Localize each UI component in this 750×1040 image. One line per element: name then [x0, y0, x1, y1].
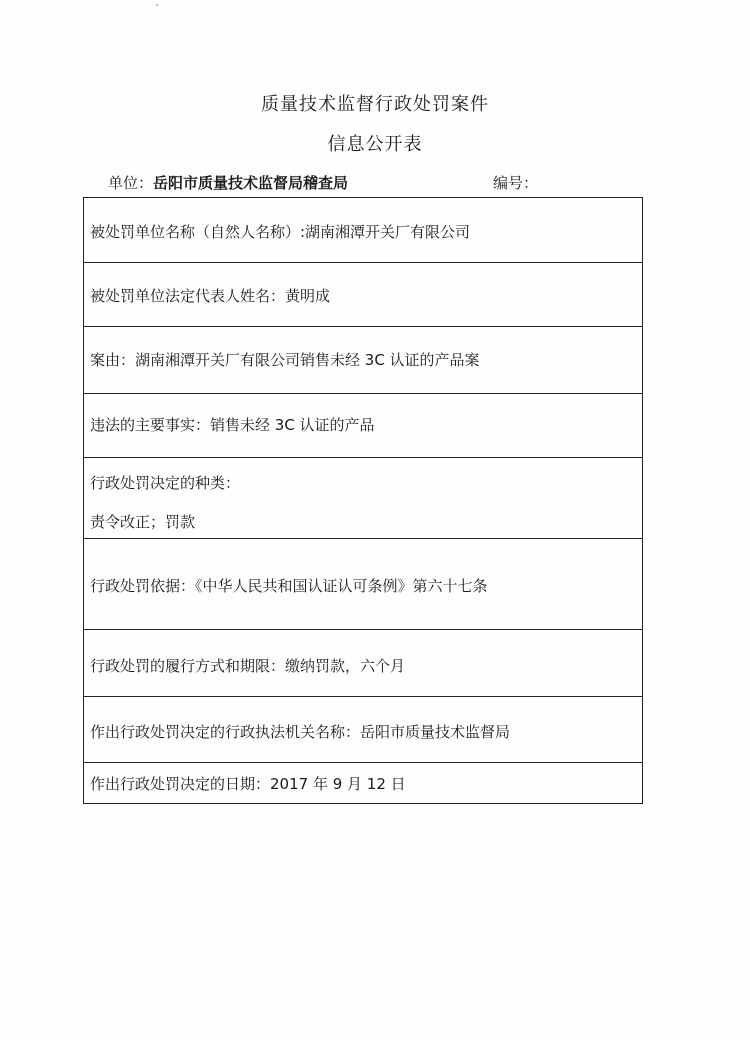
unit-line: [108, 172, 348, 193]
penalty-basis-text: 行政处罚依据：《中华人民共和国认证认可条例》第六十七条: [90, 577, 488, 595]
unit-label: 单位：: [108, 174, 154, 192]
info-table: [83, 197, 643, 804]
document-subtitle: 信息公开表: [327, 134, 423, 155]
table-row-case-cause: [84, 327, 642, 394]
main-facts-text: 违法的主要事实：销售未经 3C 认证的产品: [90, 416, 375, 434]
table-row-decision-date: [84, 763, 642, 803]
paper-speck: [156, 4, 158, 6]
penalized-entity-text: 被处罚单位名称（自然人名称）:湖南湘潭开关厂有限公司: [90, 223, 471, 241]
serial-number-label: 编号：: [493, 174, 539, 192]
performance-method-text: 行政处罚的履行方式和期限：缴纳罚款，六个月: [90, 657, 406, 675]
legal-representative-text: 被处罚单位法定代表人姓名：黄明成: [90, 287, 331, 305]
table-row-enforcement-agency: [84, 697, 642, 763]
case-cause-text: 案由：湖南湘潭开关厂有限公司销售未经 3C 认证的产品案: [90, 351, 480, 369]
decision-date-text: 作出行政处罚决定的日期：2017 年 9 月 12 日: [90, 775, 406, 793]
table-row-penalty-type: [84, 458, 642, 539]
table-row-performance-method: [84, 630, 642, 697]
table-row-penalized-entity: [84, 198, 642, 263]
table-row-penalty-basis: [84, 539, 642, 630]
unit-value: 岳阳市质量技术监督局稽查局: [153, 174, 349, 192]
penalty-type-label: 行政处罚决定的种类：: [90, 474, 241, 492]
table-row-legal-representative: [84, 263, 642, 327]
table-row-main-facts: [84, 394, 642, 458]
penalty-type-value: 责令改正；罚款: [90, 513, 196, 531]
enforcement-agency-text: 作出行政处罚决定的行政执法机关名称：岳阳市质量技术监督局: [90, 723, 511, 741]
document-title: 质量技术监督行政处罚案件: [261, 94, 489, 115]
